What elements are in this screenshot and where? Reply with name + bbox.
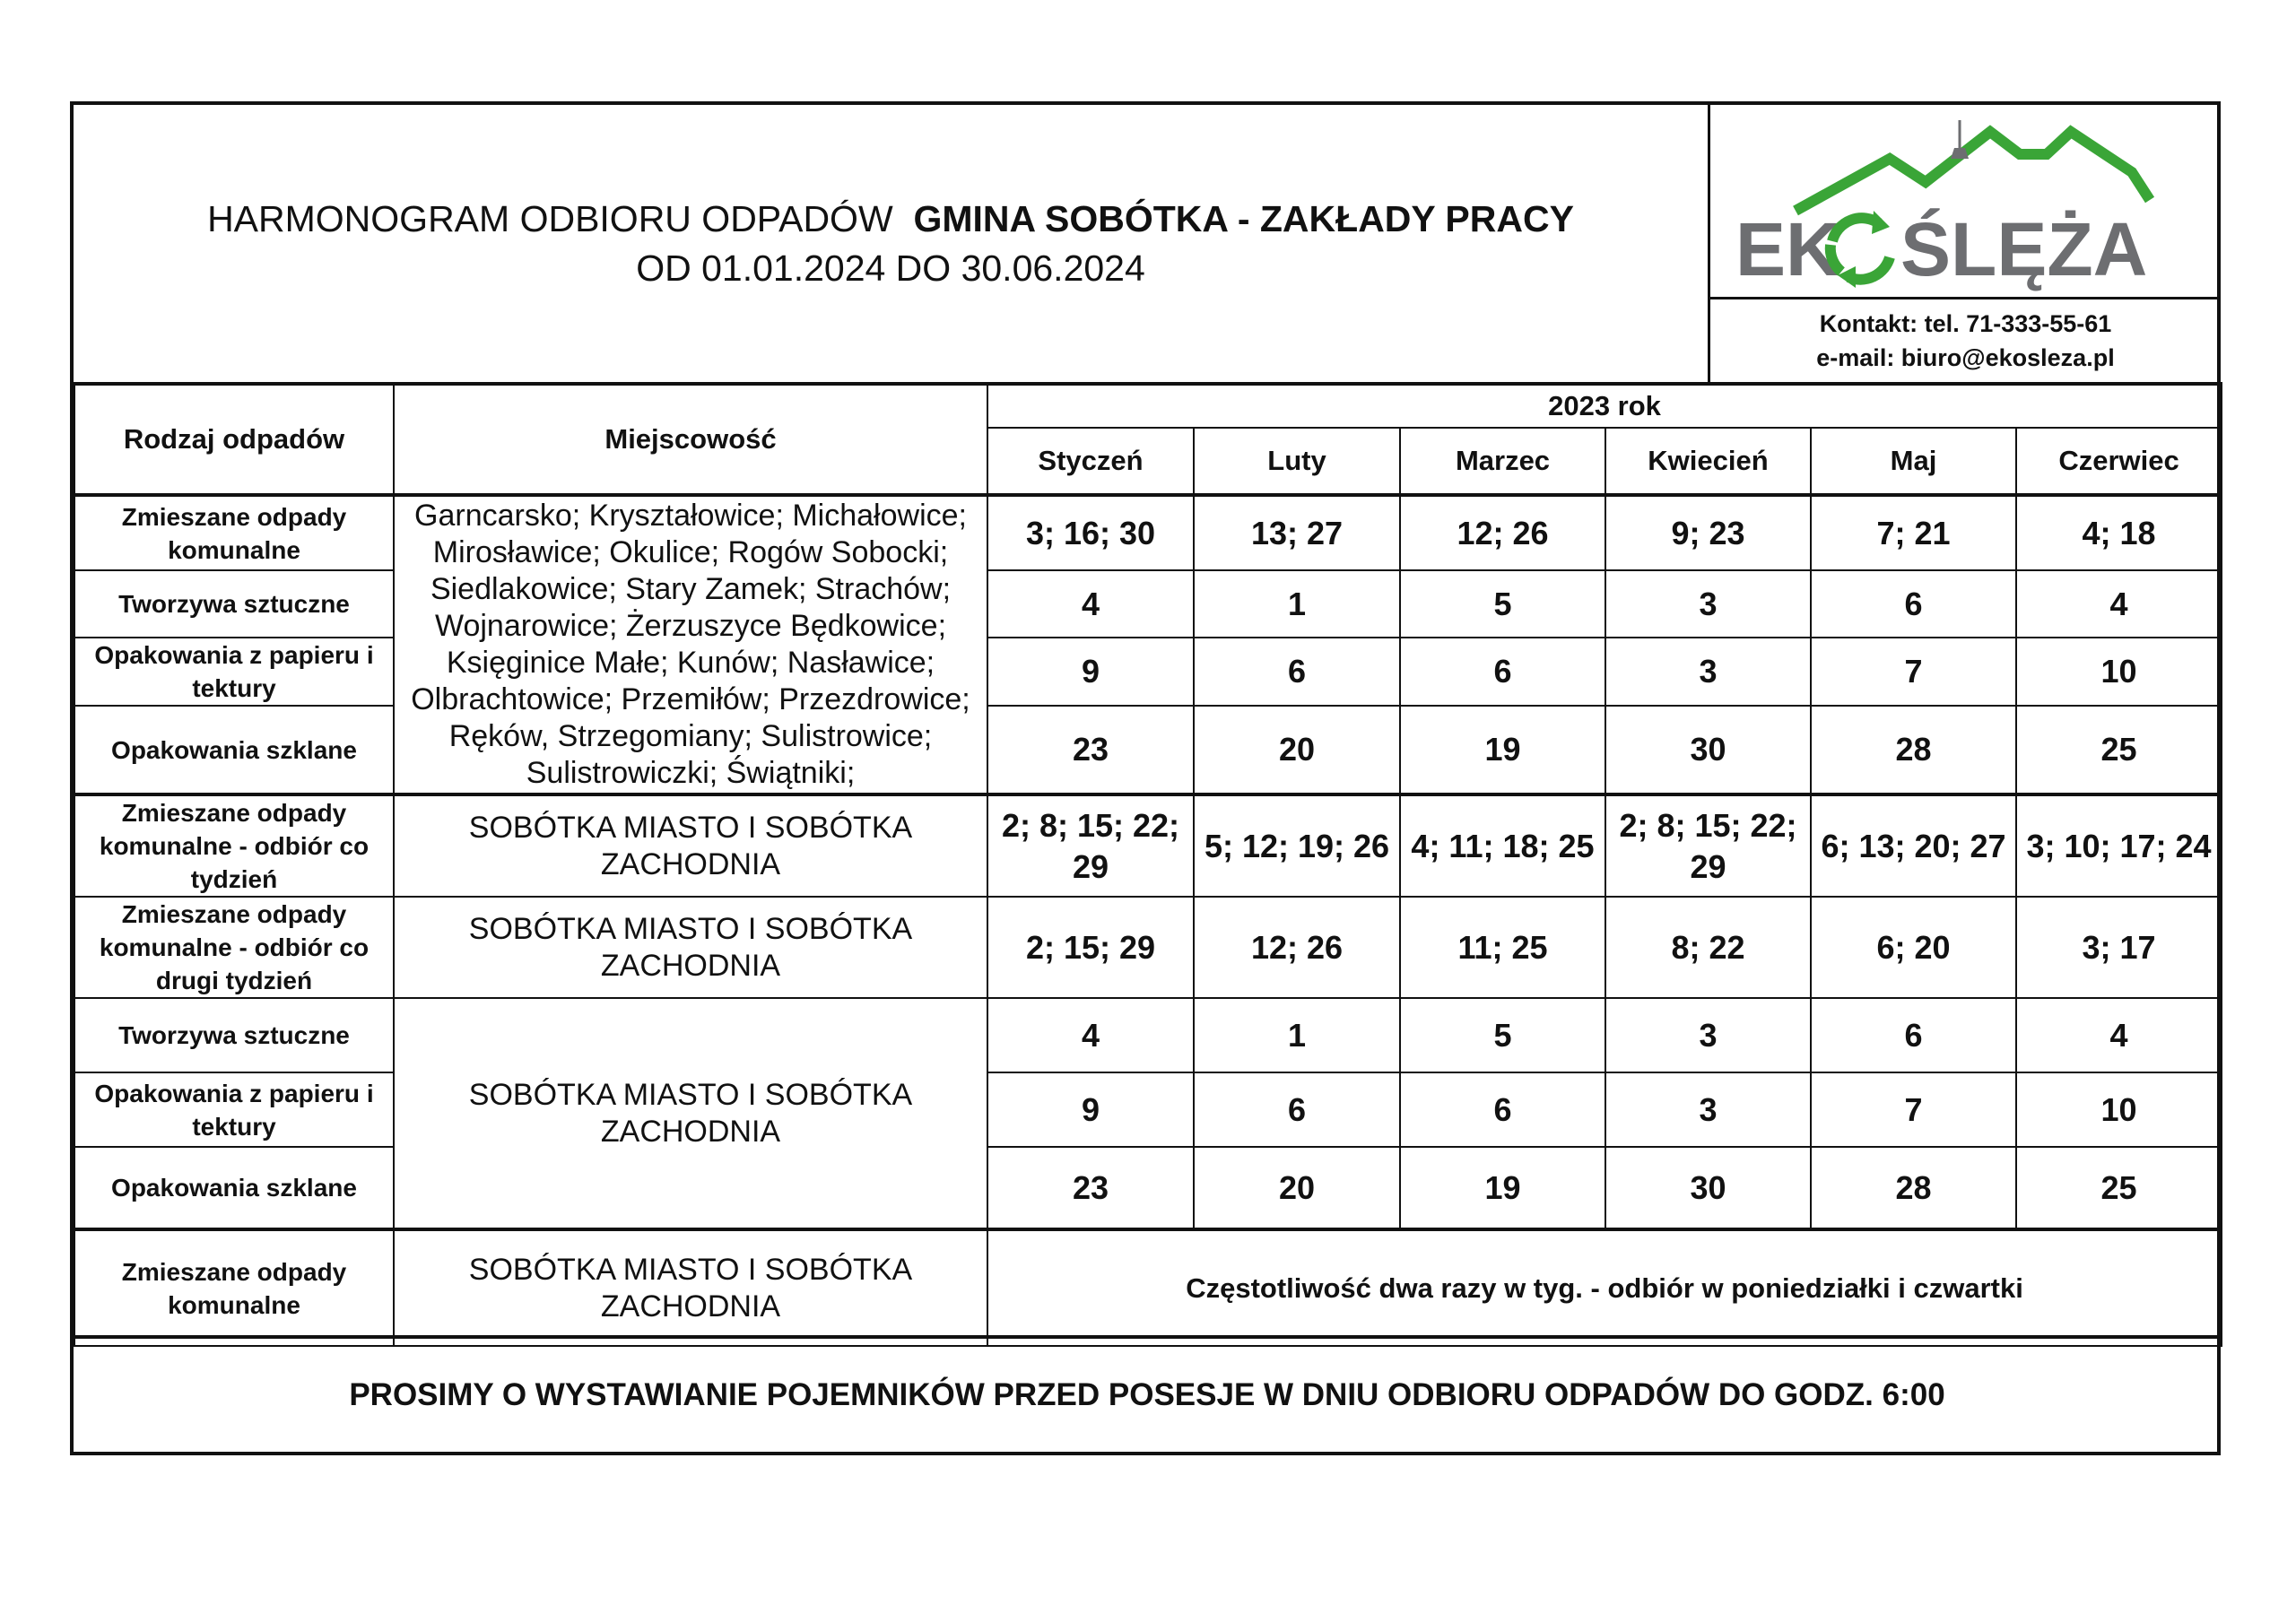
pickup-dates: 23 [987,1147,1194,1229]
col-header-place: Miejscowość [394,384,987,495]
pickup-dates: 3 [1605,570,1811,638]
contact-cell [1708,299,2221,382]
pickup-dates: 7; 21 [1811,495,2016,570]
waste-type: Zmieszane odpady komunalne [74,495,394,570]
pickup-dates: 4 [2016,998,2222,1072]
waste-type: Opakowania z papieru i tektury [74,638,394,706]
pickup-dates: 28 [1811,706,2016,794]
table-row [74,495,2222,570]
pickup-dates: 19 [1400,1147,1605,1229]
localities: SOBÓTKA MIASTO I SOBÓTKA ZACHODNIA [394,1229,987,1346]
document-title [207,195,1574,244]
pickup-dates: 28 [1811,1147,2016,1229]
document-header [74,105,1708,382]
pickup-dates: 20 [1194,1147,1400,1229]
schedule-document [70,101,2221,1455]
schedule-table [74,382,2222,1347]
pickup-dates: 25 [2016,706,2222,794]
pickup-dates: 19 [1400,706,1605,794]
localities: SOBÓTKA MIASTO I SOBÓTKA ZACHODNIA [394,897,987,998]
logo-text-left: EK [1735,207,1840,291]
logo-cell [1708,105,2221,299]
pickup-dates: 6 [1400,638,1605,706]
pickup-dates: 6; 20 [1811,897,2016,998]
localities: Garncarsko; Kryształowice; Michałowice; Mirosławice; Okulice; Rogów Sobocki; Siedlakowice; Stary Zamek; Strachów; Wojnarowice; Żerzuszyce Będkowice; Księginice Małe; Kunów; Nasławice; Olbrachtowice; Przemiłów; Przezdrowice; Ręków, Strzegomiany; Sulistrowice; Sulistrowiczki; Świątniki; [394,495,987,794]
table-row [74,1229,2222,1346]
pickup-dates: 5 [1400,570,1605,638]
logo-text-right: ŚLĘŻA [1900,207,2148,291]
pickup-dates: 4; 18 [2016,495,2222,570]
frequency-note: Częstotliwość dwa razy w tyg. - odbiór w poniedziałki i czwartki [987,1229,2222,1346]
contact-email: e-mail: biuro@ekosleza.pl [1816,344,2115,371]
pickup-dates: 6 [1194,1072,1400,1147]
ekosleza-logo [1710,105,2218,295]
pickup-dates: 7 [1811,638,2016,706]
pickup-dates: 6 [1194,638,1400,706]
month-header: Luty [1194,428,1400,495]
pickup-dates: 3; 10; 17; 24 [2016,794,2222,897]
pickup-dates: 5 [1400,998,1605,1072]
month-header: Kwiecień [1605,428,1811,495]
pickup-dates: 6 [1811,570,2016,638]
pickup-dates: 5; 12; 19; 26 [1194,794,1400,897]
pickup-dates: 12; 26 [1400,495,1605,570]
waste-type: Zmieszane odpady komunalne - odbiór co drugi tydzień [74,897,394,998]
pickup-dates: 6 [1811,998,2016,1072]
pickup-dates: 9; 23 [1605,495,1811,570]
waste-type: Opakowania szklane [74,1147,394,1229]
pickup-dates: 30 [1605,706,1811,794]
pickup-dates: 2; 15; 29 [987,897,1194,998]
pickup-dates: 3 [1605,638,1811,706]
localities: SOBÓTKA MIASTO I SOBÓTKA ZACHODNIA [394,998,987,1229]
pickup-dates: 3; 16; 30 [987,495,1194,570]
col-header-type: Rodzaj odpadów [74,384,394,495]
pickup-dates: 25 [2016,1147,2222,1229]
pickup-dates: 6; 13; 20; 27 [1811,794,2016,897]
pickup-dates: 12; 26 [1194,897,1400,998]
waste-type: Zmieszane odpady komunalne - odbiór co tydzień [74,794,394,897]
waste-type: Opakowania z papieru i tektury [74,1072,394,1147]
waste-type: Opakowania szklane [74,706,394,794]
pickup-dates: 9 [987,1072,1194,1147]
waste-type: Zmieszane odpady komunalne [74,1229,394,1346]
table-row [74,794,2222,897]
pickup-dates: 4 [2016,570,2222,638]
pickup-dates: 13; 27 [1194,495,1400,570]
title-bold: GMINA SOBÓTKA - ZAKŁADY PRACY [913,197,1574,239]
pickup-dates: 3; 17 [2016,897,2222,998]
pickup-dates: 30 [1605,1147,1811,1229]
footer-notice: PROSIMY O WYSTAWIANIE POJEMNIKÓW PRZED POSESJE W DNIU ODBIORU ODPADÓW DO GODZ. 6:00 [74,1335,2221,1452]
pickup-dates: 1 [1194,998,1400,1072]
pickup-dates: 8; 22 [1605,897,1811,998]
pickup-dates: 10 [2016,1072,2222,1147]
month-header: Czerwiec [2016,428,2222,495]
pickup-dates: 4; 11; 18; 25 [1400,794,1605,897]
localities: SOBÓTKA MIASTO I SOBÓTKA ZACHODNIA [394,794,987,897]
contact-phone: Kontakt: tel. 71-333-55-61 [1819,310,2112,337]
pickup-dates: 10 [2016,638,2222,706]
pickup-dates: 3 [1605,1072,1811,1147]
pickup-dates: 2; 8; 15; 22; 29 [987,794,1194,897]
pickup-dates: 20 [1194,706,1400,794]
col-header-year: 2023 rok [987,384,2222,428]
pickup-dates: 3 [1605,998,1811,1072]
pickup-dates: 4 [987,998,1194,1072]
roof-outline [1796,132,2150,211]
pickup-dates: 7 [1811,1072,2016,1147]
table-row [74,897,2222,998]
document-period: OD 01.01.2024 DO 30.06.2024 [636,247,1145,289]
pickup-dates: 2; 8; 15; 22; 29 [1605,794,1811,897]
pickup-dates: 23 [987,706,1194,794]
pickup-dates: 11; 25 [1400,897,1605,998]
month-header: Marzec [1400,428,1605,495]
title-regular: HARMONOGRAM ODBIORU ODPADÓW [207,197,893,239]
waste-type: Tworzywa sztuczne [74,570,394,638]
pickup-dates: 4 [987,570,1194,638]
pickup-dates: 6 [1400,1072,1605,1147]
pickup-dates: 9 [987,638,1194,706]
header-row-year [74,384,2222,428]
pickup-dates: 1 [1194,570,1400,638]
month-header: Maj [1811,428,2016,495]
month-header: Styczeń [987,428,1194,495]
table-row [74,998,2222,1072]
waste-type: Tworzywa sztuczne [74,998,394,1072]
